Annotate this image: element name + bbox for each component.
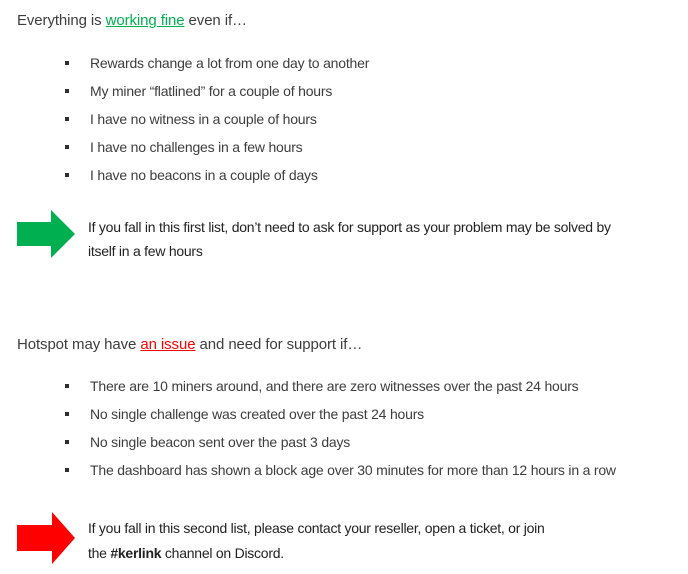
heading-fine-prefix: Everything is — [17, 12, 106, 29]
callout-issue-line2-suffix: channel on Discord. — [161, 545, 284, 561]
list-item — [0, 105, 688, 133]
callout-fine-line2: itself in a few hours — [88, 243, 203, 259]
list-item — [0, 400, 688, 428]
heading-issue-suffix: and need for support if… — [195, 336, 363, 353]
bullet-square-icon — [65, 173, 69, 177]
bullet-square-icon — [65, 468, 69, 472]
list-item — [0, 161, 688, 189]
callout-issue — [0, 512, 688, 572]
heading-fine-highlight: working fine — [105, 12, 185, 29]
bullet-square-icon — [65, 412, 69, 416]
callout-issue-line2-prefix: the — [88, 545, 111, 561]
bullet-square-icon — [65, 145, 69, 149]
heading-everything-fine — [17, 12, 247, 30]
bullet-square-icon — [65, 440, 69, 444]
callout-issue-text — [88, 516, 545, 566]
list-item — [0, 372, 688, 400]
list-item-text: I have no beacons in a couple of days — [90, 167, 318, 183]
list-item-text: My miner “flatlined” for a couple of hours — [90, 83, 333, 99]
callout-issue-line1: If you fall in this second list, please contact your reseller, open a ticket, or join — [88, 520, 545, 536]
bullet-square-icon — [65, 384, 69, 388]
heading-issue-highlight: an issue — [140, 336, 196, 353]
list-item-text: The dashboard has shown a block age over 30 minutes for more than 12 hours in a row — [90, 462, 616, 478]
list-item-text: Rewards change a lot from one day to another — [90, 55, 370, 71]
list-fine-conditions — [0, 49, 688, 189]
bullet-square-icon — [65, 61, 69, 65]
list-item-text: No single beacon sent over the past 3 days — [90, 434, 351, 450]
list-item-text: I have no witness in a couple of hours — [90, 111, 317, 127]
bullet-square-icon — [65, 89, 69, 93]
heading-issue-prefix: Hotspot may have — [17, 336, 141, 353]
heading-hotspot-issue — [17, 336, 362, 354]
list-item — [0, 428, 688, 456]
list-item-text: I have no challenges in a few hours — [90, 139, 303, 155]
callout-issue-line2 — [88, 541, 545, 566]
list-issue-conditions — [0, 372, 688, 484]
list-item — [0, 77, 688, 105]
callout-fine-line1: If you fall in this first list, don’t need to ask for support as your problem may be solved by — [88, 219, 611, 235]
kerlink-channel-text: #kerlink — [110, 545, 162, 561]
green-arrow-right-icon — [17, 210, 75, 258]
red-arrow-right-icon — [17, 512, 75, 564]
list-item — [0, 49, 688, 77]
list-item — [0, 456, 688, 484]
list-item — [0, 133, 688, 161]
list-item-text: There are 10 miners around, and there are zero witnesses over the past 24 hours — [90, 378, 579, 394]
list-item-text: No single challenge was created over the past 24 hours — [90, 406, 424, 422]
callout-fine-text — [88, 215, 611, 263]
bullet-square-icon — [65, 117, 69, 121]
callout-fine — [0, 210, 688, 270]
heading-fine-suffix: even if… — [184, 12, 247, 29]
